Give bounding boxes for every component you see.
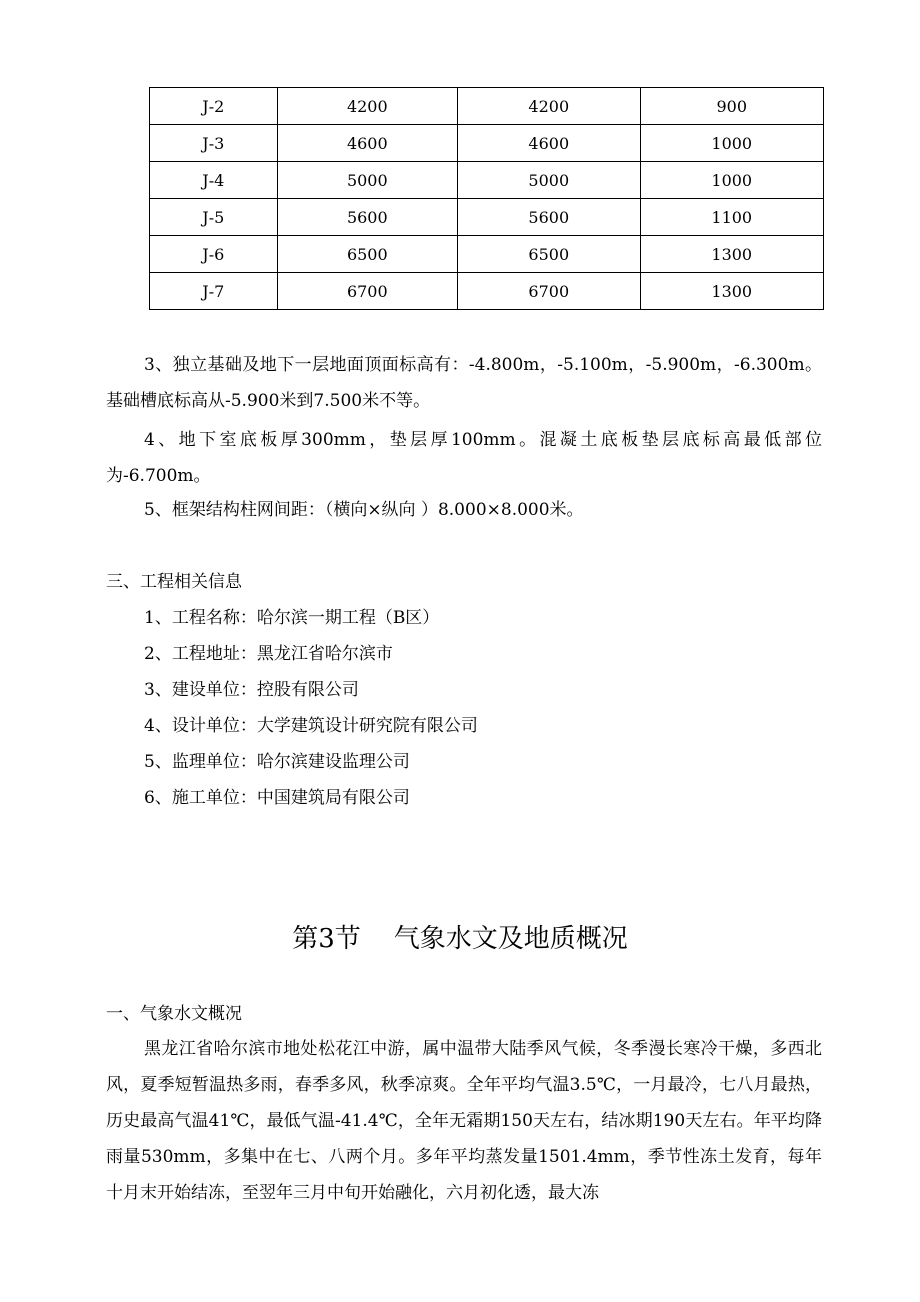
- item-3-text: 3、独立基础及地下一层地面顶面标高有：-4.800m，-5.100m，-5.900m，-6.300m。基础槽底标高从-5.900米到7.500米不等。: [106, 355, 822, 411]
- table-cell: 4200: [277, 88, 457, 125]
- table-cell: J-2: [150, 88, 278, 125]
- foundation-table: [149, 87, 824, 310]
- project-info-item: 2、工程地址：黑龙江省哈尔滨市: [144, 644, 393, 664]
- table-cell: J-3: [150, 125, 278, 162]
- chapter-title: 第3节 气象水文及地质概况: [292, 924, 628, 954]
- table-cell: 6700: [277, 273, 457, 310]
- table-cell: J-7: [150, 273, 278, 310]
- project-info-item: 4、设计单位：大学建筑设计研究院有限公司: [144, 716, 478, 736]
- table-cell: 5600: [277, 199, 457, 236]
- project-info-item: 5、监理单位：哈尔滨建设监理公司: [144, 752, 410, 772]
- table-cell: J-4: [150, 162, 278, 199]
- table-cell: J-5: [150, 199, 278, 236]
- table-cell: 5000: [277, 162, 457, 199]
- table-row: [150, 199, 824, 236]
- weather-heading: 一、气象水文概况: [106, 1004, 242, 1024]
- project-info-item: 1、工程名称：哈尔滨一期工程（B区）: [144, 608, 440, 628]
- table-cell: 6500: [458, 236, 640, 273]
- table-cell: J-6: [150, 236, 278, 273]
- table-cell: 5000: [458, 162, 640, 199]
- table-row: [150, 88, 824, 125]
- item-3-paragraph: [106, 347, 822, 419]
- table-cell: 1000: [640, 162, 824, 199]
- table-cell: 1100: [640, 199, 824, 236]
- item-4-paragraph: [106, 422, 822, 494]
- weather-body-text: 黑龙江省哈尔滨市地处松花江中游，属中温带大陆季风气候，冬季漫长寒冷干燥，多西北风，夏季短暂温热多雨，春季多风，秋季凉爽。全年平均气温3.5℃，一月最冷，七八月最热，历史最高气温41℃，最低气温-41.4℃，全年无霜期150天左右，结冰期190天左右。年平均降雨量530mm，多集中在七、八两个月。多年平均蒸发量1501.4mm，季节性冻土发育，每年十月末开始结冻，至翌年三月中旬开始融化，六月初化透，最大冻: [106, 1039, 822, 1203]
- section-3-heading: 三、工程相关信息: [106, 572, 242, 592]
- table-cell: 5600: [458, 199, 640, 236]
- table-cell: 900: [640, 88, 824, 125]
- table-cell: 6700: [458, 273, 640, 310]
- table-cell: 4600: [277, 125, 457, 162]
- project-info-item: 3、建设单位：控股有限公司: [144, 680, 359, 700]
- table-cell: 6500: [277, 236, 457, 273]
- table-row: [150, 236, 824, 273]
- table-cell: 1000: [640, 125, 824, 162]
- table-cell: 4600: [458, 125, 640, 162]
- table-cell: 1300: [640, 236, 824, 273]
- project-info-item: 6、施工单位：中国建筑局有限公司: [144, 788, 410, 808]
- table-row: [150, 273, 824, 310]
- item-5-text: 5、框架结构柱网间距：（横向×纵向 ）8.000×8.000米。: [144, 500, 584, 520]
- table-row: [150, 125, 824, 162]
- table-cell: 1300: [640, 273, 824, 310]
- item-4-text: 4、地下室底板厚300mm，垫层厚100mm。混凝土底板垫层底标高最低部位为-6.700m。: [106, 430, 822, 486]
- weather-paragraph: [106, 1031, 822, 1211]
- table-cell: 4200: [458, 88, 640, 125]
- item-5-paragraph: [106, 492, 822, 528]
- table-row: [150, 162, 824, 199]
